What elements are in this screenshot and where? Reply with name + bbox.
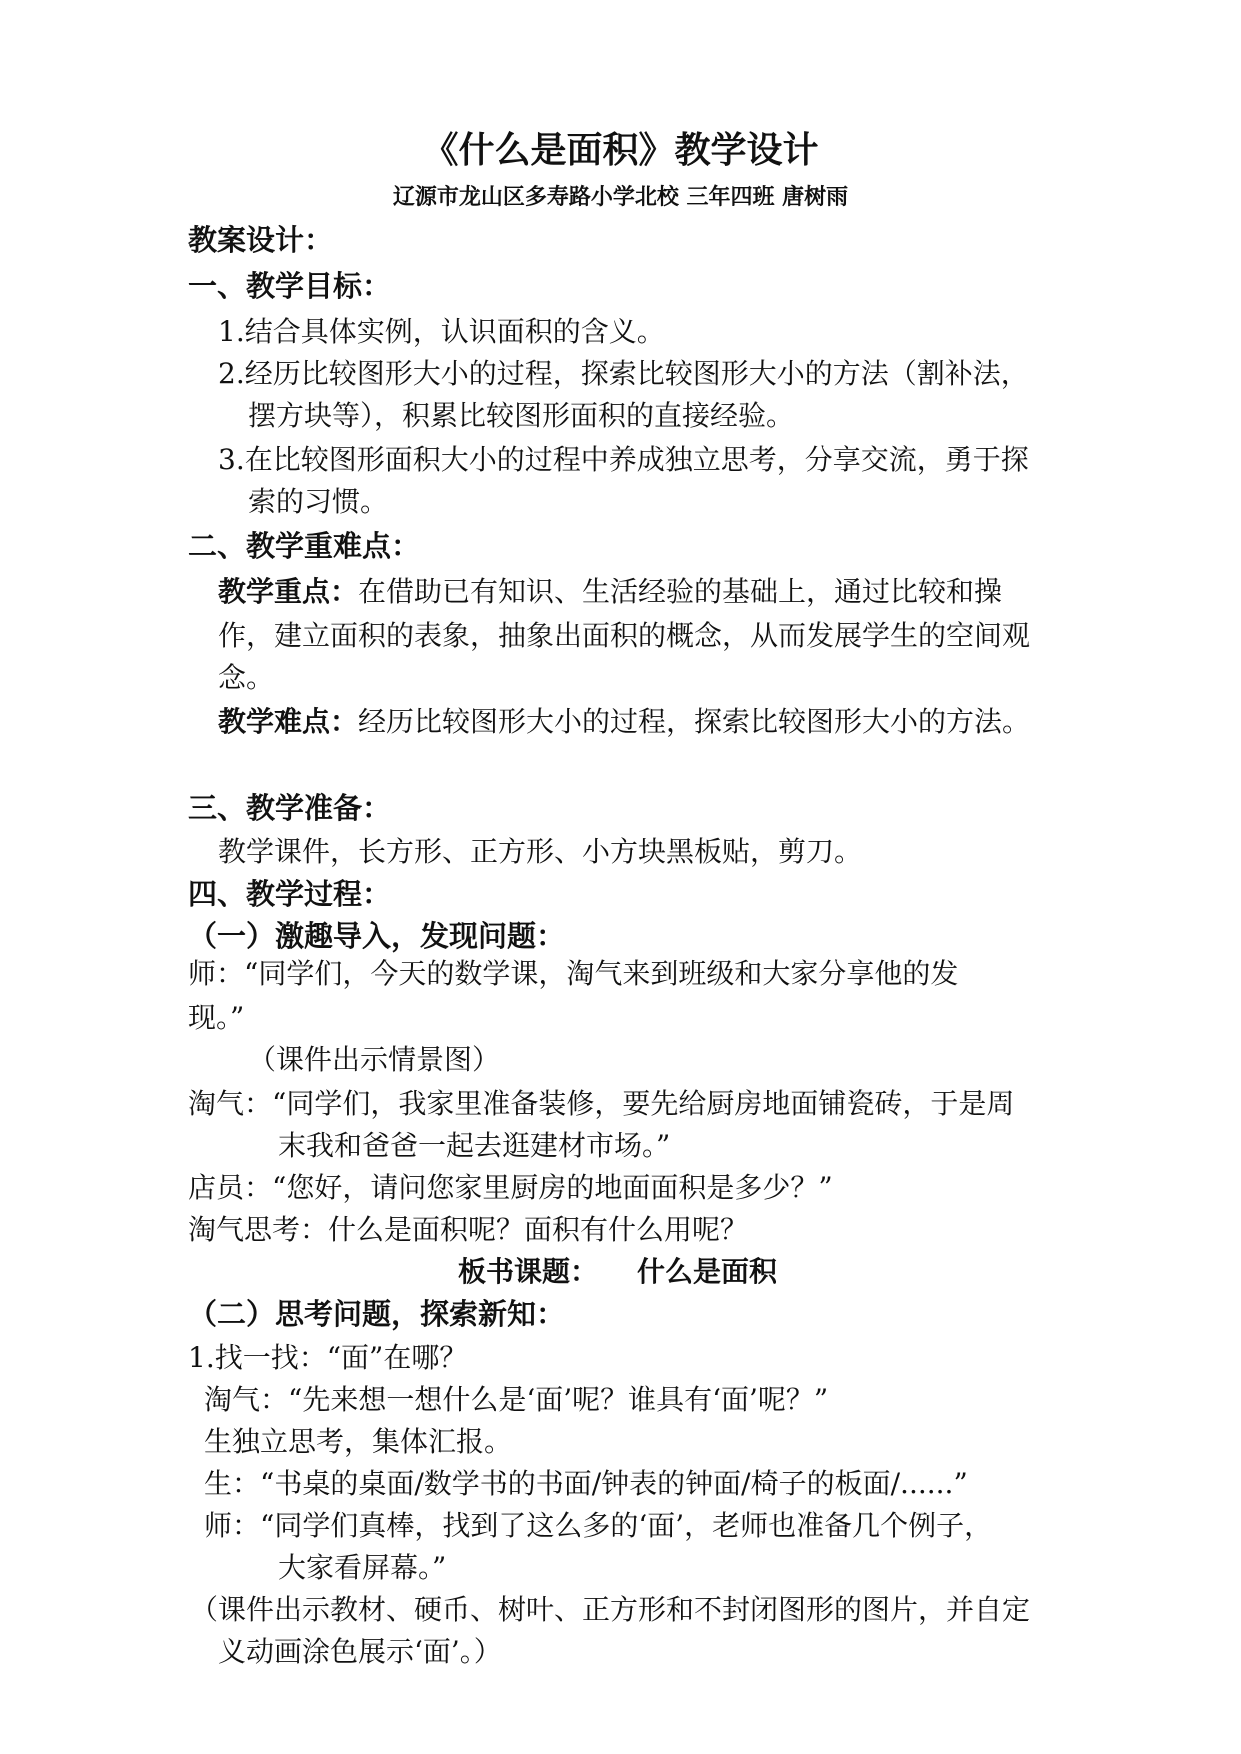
document-title: 《什么是面积》教学设计 <box>422 129 819 171</box>
part-1-line-4: 淘气：“同学们，我家里准备装修，要先给厨房地面铺瓷砖，于是周 <box>188 1087 1015 1120</box>
part-2-line-4: 生：“书桌的桌面/数学书的书面/钟表的钟面/椅子的板面/......” <box>204 1467 968 1500</box>
part-1-line-3: （课件出示情景图） <box>248 1043 501 1076</box>
part-2-line-7: （课件出示教材、硬币、树叶、正方形和不封闭图形的图片，并自定 <box>190 1593 1031 1626</box>
goal-2-line-2: 摆方块等），积累比较图形面积的直接经验。 <box>248 399 795 432</box>
part-2-heading: （二）思考问题，探索新知： <box>188 1297 566 1331</box>
section-4-heading: 四、教学过程： <box>188 877 392 911</box>
key-point-line-3: 念。 <box>218 661 275 694</box>
part-1-line-2: 现。” <box>188 1001 245 1034</box>
section-3-heading: 三、教学准备： <box>188 791 392 825</box>
goal-3-line-2: 索的习惯。 <box>248 485 389 518</box>
key-point-text: 在借助已有知识、生活经验的基础上，通过比较和操 <box>358 575 1003 608</box>
goal-3-line-1: 3.在比较图形面积大小的过程中养成独立思考，分享交流，勇于探 <box>218 443 1029 476</box>
section-2-heading: 二、教学重难点： <box>188 529 421 563</box>
part-1-line-5: 末我和爸爸一起去逛建材市场。” <box>278 1129 671 1162</box>
part-1-line-6: 店员：“您好，请问您家里厨房的地面面积是多少？” <box>188 1171 833 1204</box>
part-2-line-2: 淘气：“先来想一想什么是‘面’呢？谁具有‘面’呢？” <box>204 1383 829 1416</box>
goal-1: 1.结合具体实例，认识面积的含义。 <box>218 315 665 348</box>
author-line: 辽源市龙山区多寿路小学北校 三年四班 唐树雨 <box>392 184 849 210</box>
part-2-line-5: 师：“同学们真棒，找到了这么多的‘面’，老师也准备几个例子， <box>204 1509 993 1542</box>
preparation-text: 教学课件，长方形、正方形、小方块黑板贴，剪刀。 <box>218 835 863 868</box>
part-1-line-1: 师：“同学们，今天的数学课，淘气来到班级和大家分享他的发 <box>188 957 959 990</box>
key-point-line-2: 作，建立面积的表象，抽象出面积的概念，从而发展学生的空间观 <box>218 619 1031 652</box>
key-point-label: 教学重点： <box>218 575 359 608</box>
goal-2-line-1: 2.经历比较图形大小的过程，探索比较图形大小的方法（割补法， <box>218 357 1029 390</box>
difficulty-label: 教学难点： <box>218 705 359 738</box>
part-2-line-1: 1.找一找：“面”在哪？ <box>188 1341 468 1374</box>
part-1-heading: （一）激趣导入，发现问题： <box>188 919 566 953</box>
key-point-line-1 <box>218 574 1002 610</box>
difficulty-text: 经历比较图形大小的过程，探索比较图形大小的方法。 <box>358 705 1031 738</box>
section-plan-heading: 教案设计： <box>188 223 334 257</box>
part-2-line-3: 生独立思考，集体汇报。 <box>204 1425 513 1458</box>
board-title: 板书课题： 什么是面积 <box>458 1255 777 1288</box>
part-2-line-6: 大家看屏幕。” <box>278 1551 447 1584</box>
section-1-heading: 一、教学目标： <box>188 269 392 303</box>
part-2-line-8: 义动画涂色展示‘面’。） <box>218 1635 502 1668</box>
part-1-line-7: 淘气思考：什么是面积呢？面积有什么用呢？ <box>188 1213 749 1246</box>
difficulty-line <box>218 704 1030 740</box>
